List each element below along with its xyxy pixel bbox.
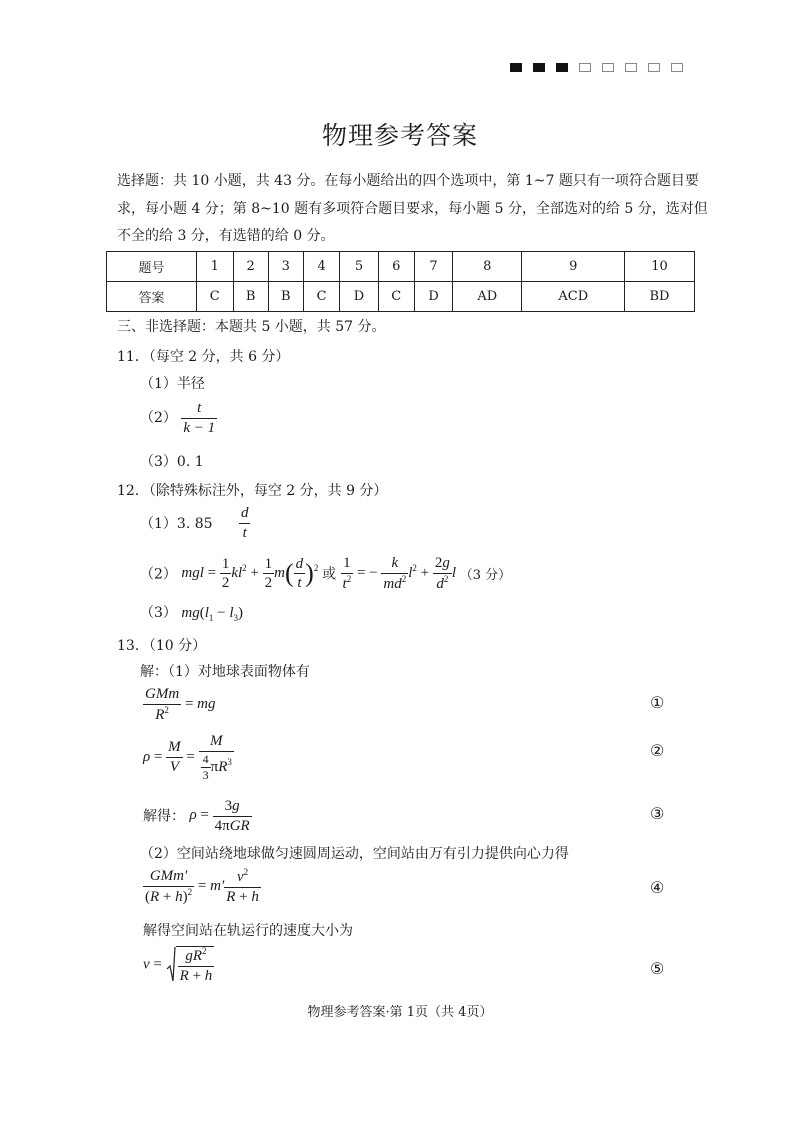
q13-equation-1: $\frac{\text{GMm}}{R^2}$ = mg	[145, 686, 216, 723]
table-cell: B	[268, 282, 303, 312]
page-footer: 物理参考答案·第 1页（共 4页）	[307, 1005, 493, 1020]
table-cell: D	[340, 282, 378, 312]
q12-heading: 12．（除特殊标注外，每空 2 分，共 9 分）	[117, 483, 388, 499]
q12-part3	[140, 602, 243, 623]
page-title: 物理参考答案	[321, 121, 478, 150]
marker-5: ⑤	[650, 959, 665, 978]
table-cell: 6	[378, 252, 415, 282]
table-cell: ACD	[522, 282, 625, 312]
table-cell: 10	[625, 252, 695, 282]
table-cell: 9	[522, 252, 625, 282]
q13-speed-line: 解得空间站在轨运行的速度大小为	[143, 923, 353, 939]
q13-equation-2: ρ = $\frac{M}{V}$ = M $\frac{4}{3}$ $\pi R^3$	[143, 733, 232, 782]
score-note: （3 分）	[459, 568, 512, 583]
q12-part1	[140, 505, 250, 541]
q12-equation-1: mgl = $\frac{1}{2}$ $kl^2$ + $\frac{1}{2}$ m( $\frac{d}{t}$ )$^2$	[181, 555, 319, 591]
intro-line-3: 不全的给 3 分，有选错的给 0 分。	[117, 228, 335, 244]
q12-expression: $mg(l_1 - l_3)$	[181, 605, 244, 623]
intro-line-1: 选择题：共 10 小题，共 43 分。在每小题给出的四个选项中，第 1~7 题只有一项符合题目要	[117, 173, 699, 189]
table-row-numbers	[107, 252, 695, 282]
marker-1: ①	[650, 693, 665, 712]
q13-result-1	[143, 798, 252, 834]
q11-part3: （3）0. 1	[140, 454, 204, 470]
marker-4: ④	[650, 878, 665, 897]
q12-fraction-d-t: $\frac{d}{t}$	[240, 505, 249, 541]
table-cell: BD	[625, 282, 695, 312]
table-cell: C	[303, 282, 340, 312]
q13-heading: 13．（10 分）	[117, 638, 207, 654]
q13-solve-line: 解：（1）对地球表面物体有	[140, 664, 310, 680]
part-label: （2）	[140, 410, 177, 426]
table-cell: 3	[268, 252, 303, 282]
q13-equation-4: $\frac{\text{GMm′}}{(R + h)^2}$ = m′ $\frac{v^2}{R + h}$	[145, 867, 259, 905]
table-cell: 7	[415, 252, 453, 282]
q11-heading: 11．（每空 2 分，共 6 分）	[117, 349, 290, 365]
table-cell: C	[197, 282, 234, 312]
table-cell: 5	[340, 252, 378, 282]
or-word: 或	[322, 566, 337, 583]
answer-table	[106, 251, 695, 312]
intro-line-2: 求，每小题 4 分；第 8~10 题有多项符合题目要求，每小题 5 分，全部选对的给 5 分，选对但	[117, 201, 708, 217]
table-label: 题号	[107, 252, 197, 282]
q12-part2	[140, 555, 511, 592]
solve-prefix: 解得：	[143, 808, 185, 825]
sqrt-symbol: $\frac{gR^2}{R + h}$	[166, 945, 215, 985]
density-expression: ρ = $\frac{3g}{\text{4πGR}}$	[189, 798, 250, 834]
q13-equation-5: v = $\frac{gR^2}{R + h}$	[143, 946, 213, 984]
q13-part2-line: （2）空间站绕地球做匀速圆周运动，空间站由万有引力提供向心力得	[140, 846, 569, 862]
q11-fraction: $\frac{t}{k - 1}$	[183, 400, 216, 436]
table-cell: C	[378, 282, 415, 312]
marker-3: ③	[650, 804, 665, 823]
table-cell: 4	[303, 252, 340, 282]
table-row-answers	[107, 282, 695, 312]
table-label: 答案	[107, 282, 197, 312]
part-label: （3）	[140, 605, 177, 621]
table-cell: D	[415, 282, 453, 312]
marker-2: ②	[650, 741, 665, 760]
part-label: （1）3. 85	[140, 516, 213, 532]
table-cell: 8	[453, 252, 522, 282]
q11-part2	[140, 400, 217, 436]
part-label: （2）	[140, 566, 177, 583]
table-cell: 2	[233, 252, 268, 282]
table-cell: B	[233, 282, 268, 312]
section3-heading: 三、非选择题：本题共 5 小题，共 57 分。	[117, 319, 386, 335]
q12-equation-2: $\frac{1}{t^2}$ = − $\frac{k}{md^2}$ $l^2$ + $\frac{2g}{d^2}$ l	[342, 555, 460, 592]
table-cell: AD	[453, 282, 522, 312]
q11-part1: （1）半径	[140, 376, 205, 392]
table-cell: 1	[197, 252, 234, 282]
